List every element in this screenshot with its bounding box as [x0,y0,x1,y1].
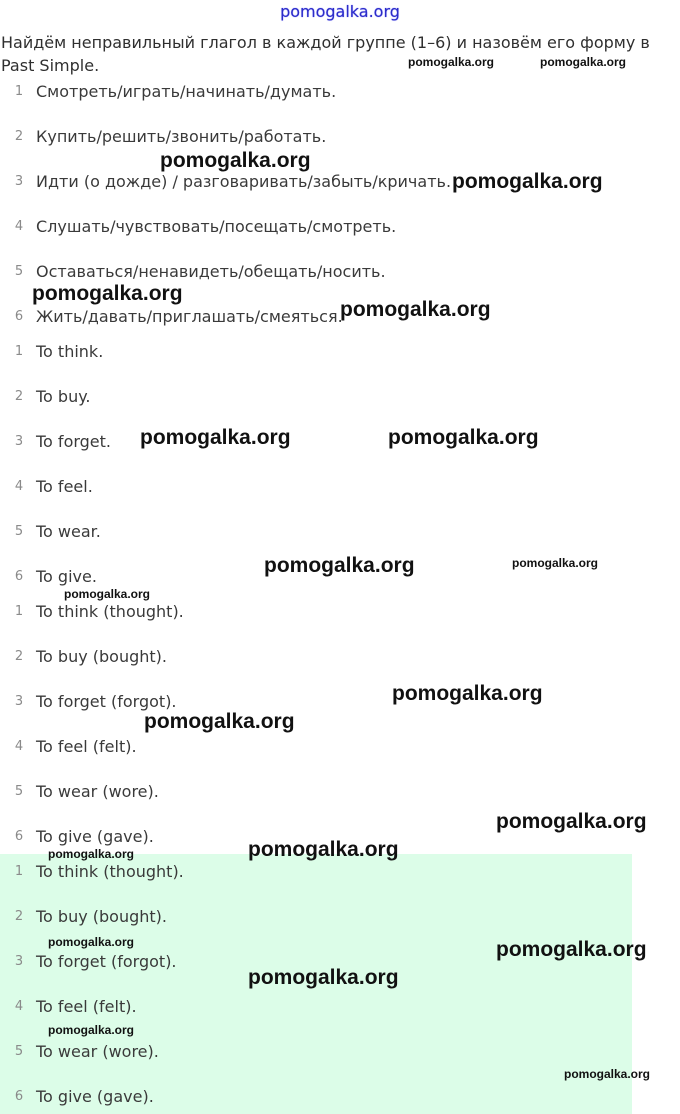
item-text: To wear (wore). [36,782,159,801]
item-text: To think (thought). [36,862,184,881]
item-number: 5 [14,1044,24,1059]
item-text: To give. [36,567,97,586]
watermark: pomogalka.org [496,810,647,833]
watermark: pomogalka.org [48,847,135,861]
item-text: To buy. [36,387,91,406]
watermark: pomogalka.org [496,938,647,961]
item-number: 4 [14,479,24,494]
item-number: 2 [14,129,24,144]
item-number: 6 [14,569,24,584]
item-text: Жить/давать/приглашать/смеяться. [36,307,343,326]
item-text: To think. [36,342,104,361]
item-number: 5 [14,524,24,539]
watermark: pomogalka.org [144,710,295,733]
task-instruction-cut [1,56,201,76]
item-text: To buy (bought). [36,907,168,926]
watermark: pomogalka.org [32,282,183,305]
item-text: To buy (bought). [36,647,168,666]
item-number: 3 [14,954,24,969]
item-text: Купить/решить/звонить/работать. [36,127,327,146]
watermark: pomogalka.org [64,587,151,601]
item-text: To forget. [36,432,112,451]
item-number: 6 [14,829,24,844]
item-number: 1 [14,604,24,619]
item-text: Идти (о дожде) / разговаривать/забыть/кричать. [36,172,452,191]
item-number: 3 [14,434,24,449]
task-instruction: Найдём неправильный глагол в каждой группе (1–6) и назовём его форму в [1,33,650,52]
item-text: Смотреть/играть/начинать/думать. [36,82,337,101]
item-number: 1 [14,344,24,359]
item-text: To feel (felt). [36,737,137,756]
item-number: 2 [14,389,24,404]
item-text: To give (gave). [36,1087,154,1106]
item-number: 6 [14,309,24,324]
watermark: pomogalka.org [160,149,311,172]
item-text: Оставаться/ненавидеть/обещать/носить. [36,262,386,281]
watermark: pomogalka.org [392,682,543,705]
item-number: 4 [14,999,24,1014]
item-number: 3 [14,694,24,709]
watermark: pomogalka.org [340,298,491,321]
item-text: To feel (felt). [36,997,137,1016]
item-text: To forget (forgot). [36,692,177,711]
watermark: pomogalka.org [140,426,291,449]
watermark: pomogalka.org [48,935,135,949]
item-number: 2 [14,909,24,924]
watermark: pomogalka.org [48,1023,135,1037]
watermark: pomogalka.org [248,966,399,989]
item-text: To give (gave). [36,827,154,846]
watermark: pomogalka.org [408,55,495,69]
watermark: pomogalka.org [264,554,415,577]
item-number: 4 [14,219,24,234]
item-number: 5 [14,264,24,279]
site-link[interactable]: pomogalka.org [280,2,400,21]
item-text: Слушать/чувствовать/посещать/смотреть. [36,217,397,236]
item-number: 6 [14,1089,24,1104]
watermark: pomogalka.org [564,1067,651,1081]
item-number: 5 [14,784,24,799]
task-instruction-line2: Past Simple. [1,56,100,75]
item-text: To wear (wore). [36,1042,159,1061]
item-number: 4 [14,739,24,754]
watermark: pomogalka.org [452,170,603,193]
watermark: pomogalka.org [248,838,399,861]
item-number: 1 [14,864,24,879]
watermark: pomogalka.org [512,556,599,570]
item-text: To think (thought). [36,602,184,621]
item-text: To feel. [36,477,93,496]
item-text: To wear. [36,522,101,541]
item-text: To forget (forgot). [36,952,177,971]
item-number: 3 [14,174,24,189]
watermark: pomogalka.org [388,426,539,449]
item-number: 1 [14,84,24,99]
item-number: 2 [14,649,24,664]
watermark: pomogalka.org [540,55,627,69]
